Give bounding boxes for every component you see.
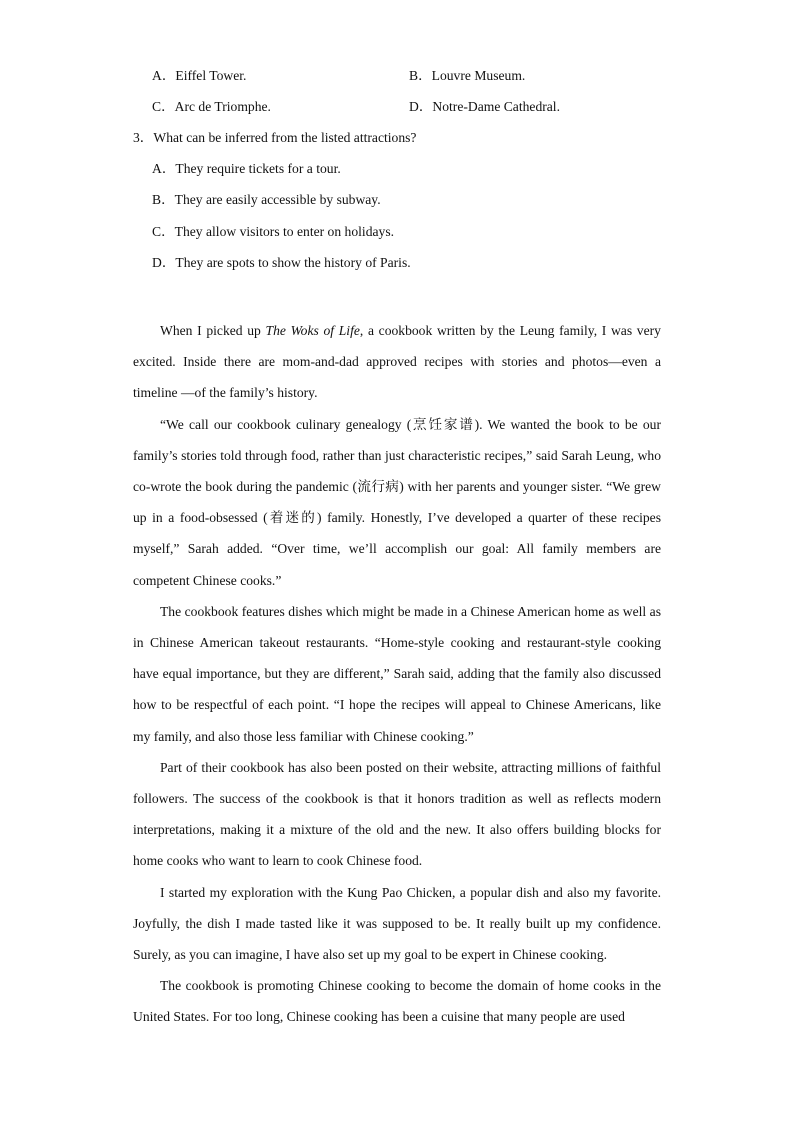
q2-option-b[interactable]: B．Louvre Museum.: [409, 68, 526, 83]
q3-stem: 3．What can be inferred from the listed attractions?: [133, 130, 417, 145]
book-title: The Woks of Life: [265, 323, 360, 338]
q2-option-a[interactable]: A．Eiffel Tower.: [152, 68, 247, 83]
q3-option-d[interactable]: D．They are spots to show the history of Paris.: [152, 255, 411, 270]
q3-option-a[interactable]: A．They require tickets for a tour.: [152, 161, 341, 176]
passage-paragraph-2: “We call our cookbook culinary genealogy (烹饪家谱). We wanted the book to be our family’s stories told through food, rather than just characteristic recipes,” said Sarah Leung, who co-wrote the book during the pandemic (流行病) with her parents and younger sister. “We grew up in a food-obsessed (着迷的) family. Honestly, I’ve developed a quarter of these recipes myself,” Sarah added. “Over time, we’ll accomplish our goal: All family members are competent Chinese cooks.”: [133, 416, 661, 588]
passage-paragraph-4: Part of their cookbook has also been posted on their website, attracting millions of faithful followers. The success of the cookbook is that it honors tradition as well as reflects modern interpretations, making it a mixture of the old and the new. It also offers building blocks for home cooks who want to learn to cook Chinese food.: [133, 759, 661, 869]
passage-paragraph-6: The cookbook is promoting Chinese cooking to become the domain of home cooks in the United States. For too long, Chinese cooking has been a cuisine that many people are used: [133, 978, 661, 1025]
passage-paragraph-3: The cookbook features dishes which might be made in a Chinese American home as well as in Chinese American takeout restaurants. “Home-style cooking and restaurant-style cooking have equal importance, but they are different,” Sarah said, adding that the family also discussed how to be respectful of each point. “I hope the recipes will appeal to Chinese Americans, like my family, and also those less familiar with Chinese cooking.”: [133, 603, 661, 744]
q2-option-d[interactable]: D．Notre-Dame Cathedral.: [409, 99, 560, 114]
reading-passage: [133, 315, 661, 1033]
p1-rest-text: , a cookbook written by the Leung family, I was very excited. Inside there are mom-and-dad approved recipes with stories and photos—even a timeline —of the family’s history.: [133, 323, 661, 401]
q3-option-b[interactable]: B．They are easily accessible by subway.: [152, 192, 381, 207]
passage-paragraph-1: [133, 315, 661, 409]
passage-paragraph-5: I started my exploration with the Kung Pao Chicken, a popular dish and also my favorite. Joyfully, the dish I made tasted like it was supposed to be. It really built up my confidence. Surely, as you can imagine, I have also set up my goal to be expert in Chinese cooking.: [133, 884, 661, 963]
q3-option-c[interactable]: C．They allow visitors to enter on holidays.: [152, 224, 395, 239]
p1-lead-text: When I picked up: [160, 323, 266, 338]
q2-option-c[interactable]: C．Arc de Triomphe.: [152, 99, 271, 114]
